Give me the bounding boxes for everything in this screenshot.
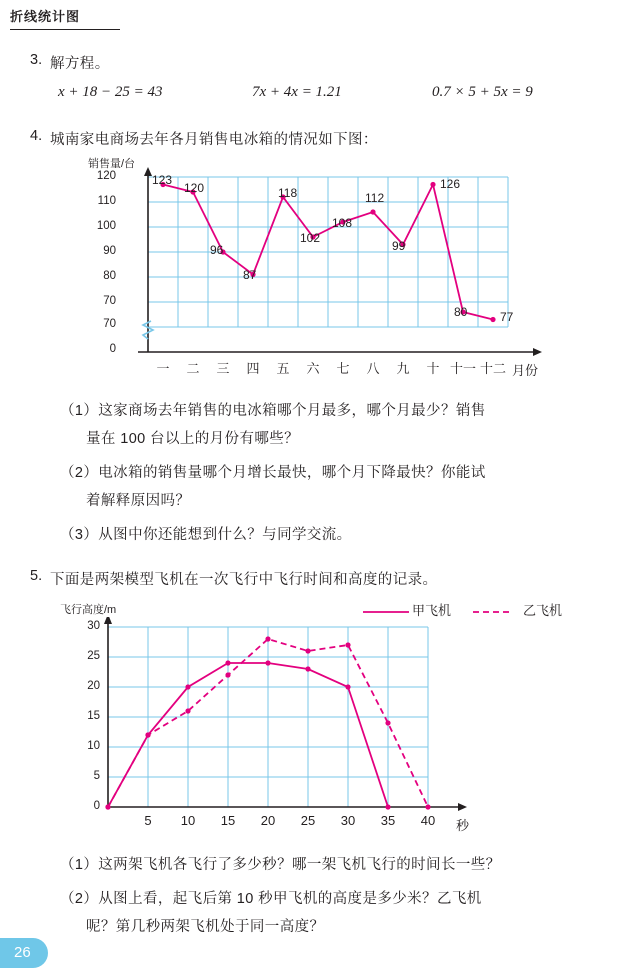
chart2-x-axis-label: 秒 — [456, 818, 470, 833]
page-number: 26 — [14, 944, 31, 961]
chart1-point-label-2: 120 — [184, 181, 205, 195]
chart1-point-label-9: 99 — [392, 239, 406, 253]
chart1-xtick-8: 八 — [366, 361, 380, 376]
chart2-ytick-5: 5 — [93, 770, 100, 782]
chart2-ytick-10: 10 — [87, 740, 100, 752]
chart2-ytick-15: 15 — [87, 710, 100, 722]
chart1-xtick-3: 三 — [216, 361, 230, 376]
chart1-point-label-12: 77 — [500, 310, 514, 324]
chart2-svg — [60, 617, 580, 832]
q3-prompt: 解方程。 — [50, 56, 110, 72]
chart2-xtick-25: 25 — [300, 813, 316, 828]
chart1-ytick-130: 120 — [96, 170, 116, 182]
chart2-legend-series2: 乙飞机 — [523, 603, 563, 618]
chart2-legend-series1: 甲飞机 — [412, 603, 452, 618]
q4-subquestion-3: （3）从图中你还能想到什么？与同学交流。 — [60, 527, 352, 543]
q4-subquestion-1-line1: （1）这家商场去年销售的电冰箱哪个月最多，哪个月最少？销售 — [60, 403, 486, 419]
chart2-xtick-35: 35 — [380, 813, 396, 828]
chart1-xtick-5: 五 — [276, 361, 290, 376]
chart2-xtick-15: 15 — [220, 813, 236, 828]
chart1-ytick-100: 90 — [103, 245, 116, 257]
q4-subquestion-2-line1: （2）电冰箱的销售量哪个月增长最快，哪个月下降最快？你能试 — [60, 465, 486, 481]
q5-subquestion-2-line1: （2）从图上看，起飞后第 10 秒甲飞机的高度是多少米？乙飞机 — [60, 891, 482, 907]
page-header — [10, 6, 630, 30]
chart2-xtick-20: 20 — [260, 813, 276, 828]
chart1-xtick-6: 六 — [306, 361, 320, 376]
chart1-point-label-6: 102 — [300, 231, 321, 245]
chart1-xtick-2: 二 — [186, 361, 200, 376]
header-rule — [10, 29, 120, 30]
q5-number: 5. — [30, 568, 43, 584]
chart1-point-label-11: 80 — [454, 305, 468, 319]
chart1-ytick-110: 100 — [96, 220, 116, 232]
chart2-y-axis-label: 飞行高度/m — [60, 604, 117, 616]
chart1-ytick-0: 0 — [109, 343, 116, 355]
chart2-xtick-40: 40 — [420, 813, 436, 828]
chart1-xtick-4: 四 — [246, 361, 260, 376]
chart1-xtick-7: 七 — [336, 361, 350, 376]
chart1-xtick-9: 九 — [396, 361, 410, 376]
chart1-ytick-90: 80 — [103, 270, 116, 282]
q3-equation-2: 7x + 4x = 1.21 — [252, 84, 342, 100]
chart2-xtick-10: 10 — [180, 813, 196, 828]
chart1-x-axis-label: 月份 — [512, 363, 539, 378]
chart1-point-label-1: 123 — [152, 173, 173, 187]
chart1-xtick-11: 十一 — [449, 361, 476, 376]
chart1-xtick-10: 十 — [426, 361, 440, 376]
q5-prompt: 下面是两架模型飞机在一次飞行中飞行时间和高度的记录。 — [50, 572, 438, 588]
chart2-ytick-25: 25 — [87, 650, 100, 662]
fridge-sales-line-chart — [60, 155, 580, 390]
chart2-ytick-0: 0 — [93, 800, 100, 812]
chart1-point-label-3: 96 — [210, 243, 224, 257]
chart1-point-label-10: 126 — [440, 177, 461, 191]
chart1-xtick-12: 十二 — [479, 361, 506, 376]
chart2-ytick-20: 20 — [87, 680, 100, 692]
q5-subquestion-1: （1）这两架飞机各飞行了多少秒？哪一架飞机飞行的时间长一些？ — [60, 857, 501, 873]
chart1-ytick-80: 70 — [103, 295, 116, 307]
q5-subquestion-2-line2: 呢？第几秒两架飞机处于同一高度？ — [86, 919, 325, 935]
airplane-flight-line-chart — [60, 595, 580, 840]
chart1-y-axis-label: 销售量/台 — [88, 158, 136, 170]
q3-equation-3: 0.7 × 5 + 5x = 9 — [432, 84, 533, 100]
chart1-ytick-70b: 70 — [103, 318, 116, 330]
chart1-point-label-4: 87 — [243, 268, 257, 282]
q4-prompt: 城南家电商场去年各月销售电冰箱的情况如下图： — [50, 132, 378, 148]
chart2-ytick-30: 30 — [87, 620, 100, 632]
q3-number: 3. — [30, 52, 43, 68]
chart1-point-label-5: 118 — [278, 186, 298, 200]
q3-equation-1: x + 18 − 25 = 43 — [58, 84, 163, 100]
q4-subquestion-2-line2: 着解释原因吗？ — [86, 493, 191, 509]
header-title: 折线统计图 — [10, 9, 81, 24]
chart1-ytick-120: 110 — [97, 195, 116, 207]
chart1-xtick-1: 一 — [156, 361, 170, 376]
chart2-xtick-5: 5 — [144, 813, 152, 828]
chart1-point-label-7: 108 — [332, 216, 353, 230]
q4-subquestion-1-line2: 量在 100 台以上的月份有哪些？ — [86, 431, 300, 447]
q4-number: 4. — [30, 128, 43, 144]
chart1-point-label-8: 112 — [365, 191, 385, 205]
chart2-xtick-30: 30 — [340, 813, 356, 828]
